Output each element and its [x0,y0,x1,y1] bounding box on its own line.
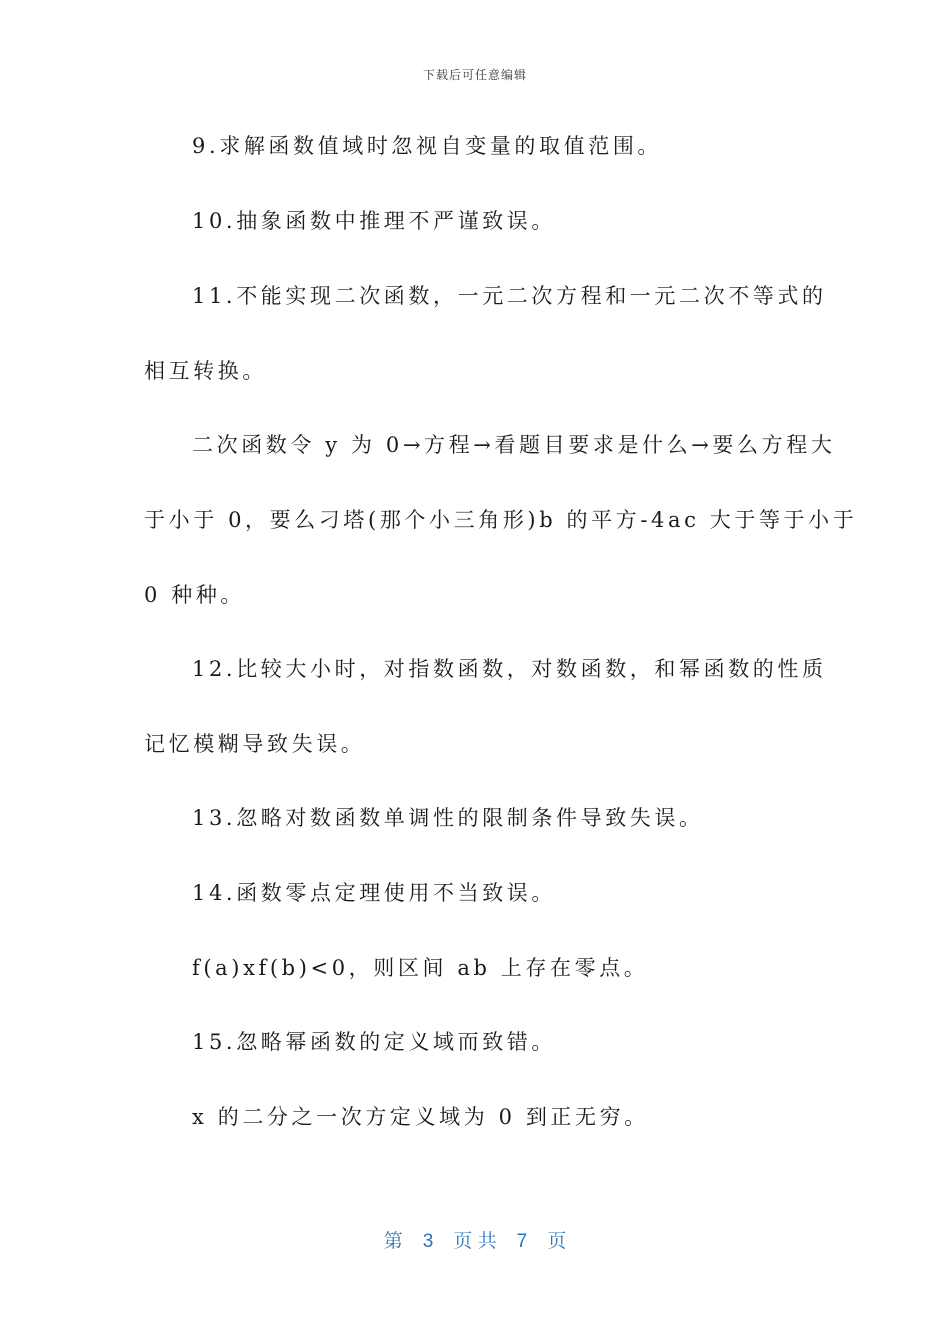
current-page-number: 3 [422,1231,434,1252]
footer-suffix: 页 [547,1231,567,1252]
paragraph-line: 0 种种。 [144,583,246,607]
paragraph-line: f(a)xf(b)<0，则区间 ab 上存在零点。 [192,956,649,980]
page-footer [0,1226,950,1253]
paragraph-line: 11.不能实现二次函数，一元二次方程和一元二次不等式的 [192,284,827,308]
paragraph-line: 二次函数令 y 为 0→方程→看题目要求是什么→要么方程大 [192,433,836,457]
footer-mid: 页 共 [453,1231,497,1252]
paragraph-line: 13.忽略对数函数单调性的限制条件导致失误。 [192,806,704,830]
paragraph-line: 14.函数零点定理使用不当致误。 [192,881,556,905]
paragraph-line: 10.抽象函数中推理不严谨致误。 [192,209,556,233]
paragraph-line: 15.忽略幂函数的定义域而致错。 [192,1030,556,1054]
footer-prefix: 第 [383,1231,403,1252]
paragraph-line: x 的二分之一次方定义域为 0 到正无穷。 [192,1105,649,1129]
paragraph-line: 9.求解函数值域时忽视自变量的取值范围。 [192,134,663,158]
paragraph-line: 相互转换。 [144,359,267,383]
paragraph-line: 于小于 0，要么刁塔(那个小三角形)b 的平方-4ac 大于等于小于 [144,508,858,532]
header-note: 下载后可任意编辑 [422,68,527,82]
total-pages-number: 7 [516,1231,528,1252]
paragraph-line: 记忆模糊导致失误。 [144,732,366,756]
paragraph-line: 12.比较大小时，对指数函数，对数函数，和幂函数的性质 [192,657,827,681]
